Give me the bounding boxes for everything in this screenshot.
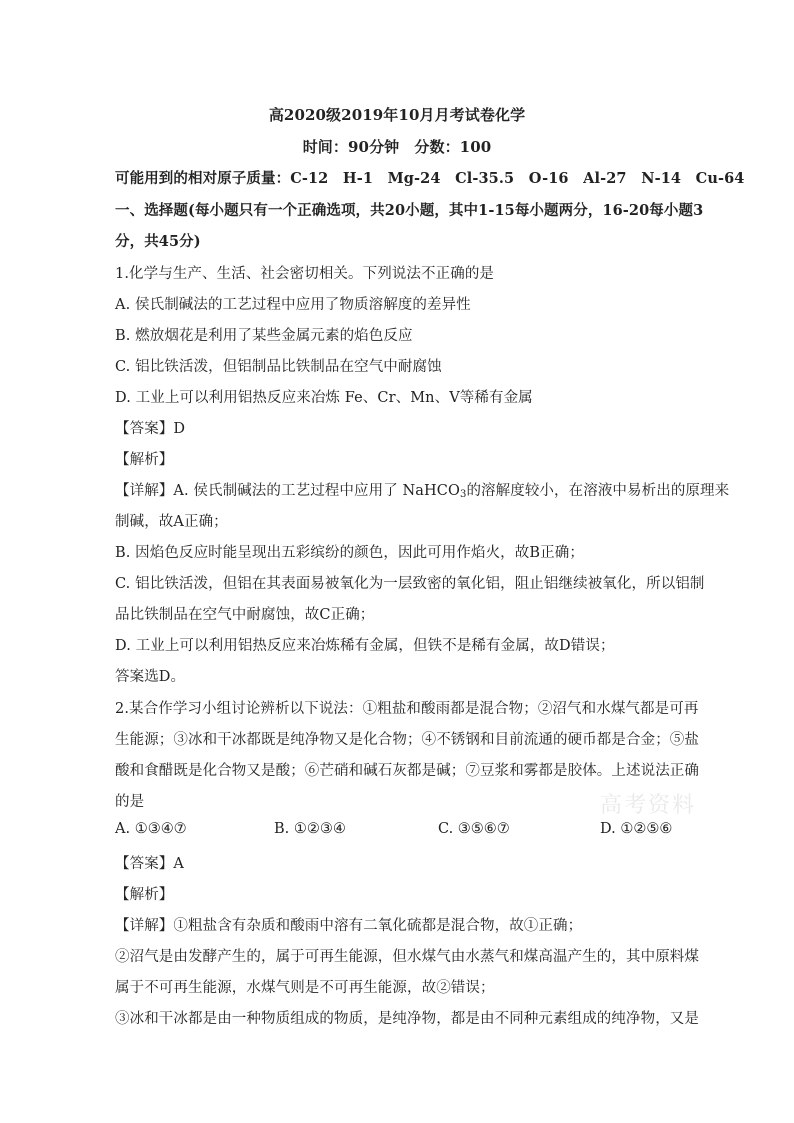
q2-stem-line3: 酸和食醋既是化合物又是酸；⑥芒硝和碱石灰都是碱；⑦豆浆和雾都是胶体。上述说法正确	[115, 763, 699, 779]
q1-detail-c-line1: C. 铝比铁活泼，但铝在其表面易被氧化为一层致密的氧化铝，阻止铝继续被氧化，所以铝制	[115, 576, 705, 592]
q2-detail-line1: 【详解】①粗盐含有杂质和酸雨中溶有二氧化硫都是混合物，故①正确；	[115, 918, 583, 934]
q1-detail-subscript: 3	[459, 489, 467, 500]
q2-detail-line3: 属于不可再生能源，水煤气则是不可再生能源，故②错误；	[115, 980, 495, 996]
time-score: 时间：90分钟 分数：100	[302, 138, 492, 156]
q2-option-b: B. ①②③④	[274, 821, 346, 837]
q1-detail-line1	[115, 479, 730, 500]
q1-option-b: B. 燃放烟花是利用了某些金属元素的焰色反应	[115, 328, 413, 344]
q1-option-d: D. 工业上可以利用铝热反应来冶炼 Fe、Cr、Mn、V等稀有金属	[115, 390, 533, 406]
q2-detail-line4: ③冰和干冰都是由一种物质组成的物质，是纯净物，都是由不同种元素组成的纯净物，又是	[115, 1011, 699, 1027]
q1-detail-d: D. 工业上可以利用铝热反应来冶炼稀有金属，但铁不是稀有金属，故D错误；	[115, 638, 615, 654]
q1-detail-c-line2: 品比铁制品在空气中耐腐蚀，故C正确；	[115, 607, 375, 623]
q2-detail-line2: ②沼气是由发酵产生的，属于可再生能源，但水煤气由水蒸气和煤高温产生的，其中原料煤	[115, 949, 699, 965]
section-heading-line2: 分，共45分)	[115, 233, 201, 250]
q2-option-d: D. ①②⑤⑥	[600, 821, 673, 837]
q1-option-a: A. 侯氏制碱法的工艺过程中应用了物质溶解度的差异性	[115, 297, 471, 313]
q2-answer: 【答案】A	[115, 856, 184, 872]
q1-detail-line2: 制碱，故A正确；	[115, 514, 228, 530]
q1-choose: 答案选D。	[115, 669, 186, 685]
q2-option-c: C. ③⑤⑥⑦	[438, 821, 510, 837]
atomic-mass-line: 可能用到的相对原子质量：C-12 H-1 Mg-24 Cl-35.5 O-16 Al-27 N-14 Cu-64	[115, 170, 745, 187]
q1-detail-line1-start: 【详解】A. 侯氏制碱法的工艺过程中应用了 NaHCO	[115, 483, 460, 499]
q1-stem: 1.化学与生产、生活、社会密切相关。下列说法不正确的是	[115, 266, 495, 282]
q1-answer: 【答案】D	[115, 421, 186, 437]
q1-option-c: C. 铝比铁活泼，但铝制品比铁制品在空气中耐腐蚀	[115, 359, 442, 375]
exam-title: 高2020级2019年10月月考试卷化学	[268, 106, 526, 124]
q2-stem-line1: 2.某合作学习小组讨论辨析以下说法：①粗盐和酸雨都是混合物；②沼气和水煤气都是可再	[115, 701, 699, 717]
q2-analysis-label: 【解析】	[115, 887, 174, 903]
q1-detail-b: B. 因焰色反应时能呈现出五彩缤纷的颜色，因此可用作焰火，故B正确；	[115, 545, 584, 561]
q1-detail-line1-end: 的溶解度较小，在溶液中易析出的原理来	[466, 483, 730, 499]
q2-stem-line2: 生能源；③冰和干冰都既是纯净物又是化合物；④不锈钢和目前流通的硬币都是合金；⑤盐	[115, 732, 699, 748]
q2-stem-line4: 的是	[115, 794, 145, 810]
q1-analysis-label: 【解析】	[115, 452, 174, 468]
section-heading-line1: 一、选择题(每小题只有一个正确选项，共20小题，其中1-15每小题两分，16-20每小题3	[115, 202, 704, 219]
watermark: 高考资料	[600, 793, 697, 818]
q2-option-a: A. ①③④⑦	[115, 821, 187, 837]
